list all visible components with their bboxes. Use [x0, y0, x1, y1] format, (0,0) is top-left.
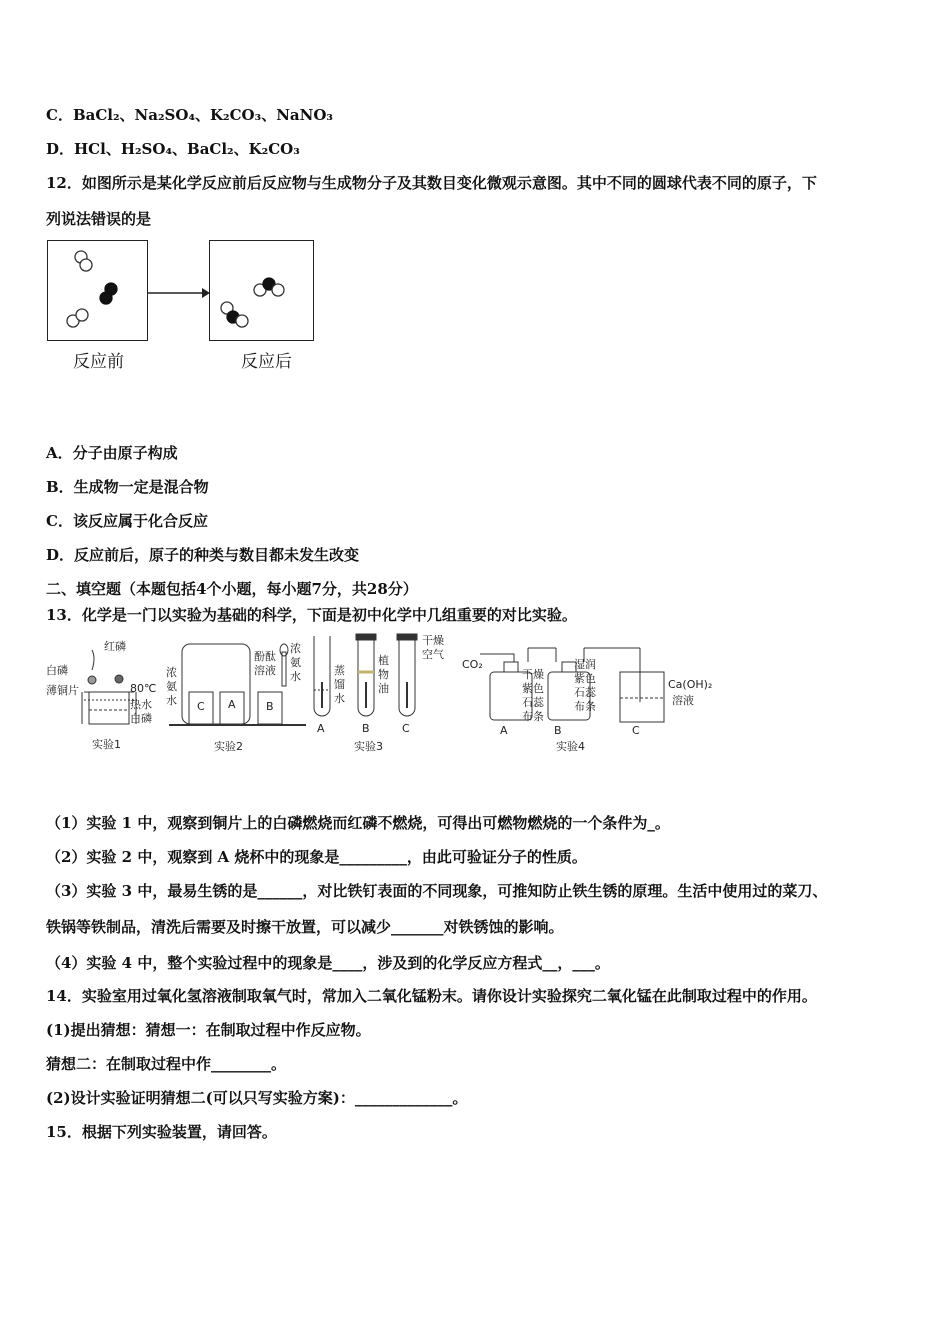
exp4-bottle-a: A — [500, 724, 508, 737]
q15-stem: 15．根据下列实验装置，请回答。 — [46, 1123, 277, 1141]
exp1-label: 白磷 — [130, 712, 152, 725]
q14-design: (2)设计实验证明猜想二(可以只写实验方案)：_____________。 — [46, 1089, 468, 1107]
exp3-label: 水 — [334, 692, 345, 705]
exp4-bottle-b: B — [554, 724, 562, 737]
atom-white — [76, 309, 88, 321]
exp3-apparatus — [314, 634, 417, 716]
exp4-label: CO₂ — [462, 658, 483, 671]
exp1-label: 薄铜片 — [46, 684, 79, 697]
exp2-label: 浓 — [166, 666, 177, 679]
section-2-title: 二、填空题（本题包括4个小题，每小题7分，共28分） — [46, 580, 418, 598]
exp4-label: Ca(OH)₂ — [668, 678, 713, 691]
q12-option-d: D．反应前后，原子的种类与数目都未发生改变 — [46, 546, 360, 564]
q12-option-a: A．分子由原子构成 — [46, 444, 178, 462]
exp4-label: 布条 — [574, 700, 596, 713]
reaction-before-diagram — [48, 241, 147, 340]
q13-sub3-line1: （3）实验 3 中，最易生锈的是______，对比铁钉表面的不同现象，可推知防止铁生锈的原理。生活中使用过的菜刀、 — [46, 882, 828, 900]
exp1-apparatus — [82, 650, 136, 724]
exp2-beaker-b: B — [266, 700, 274, 713]
experiment-figure — [44, 632, 724, 758]
exp3-tube-a: A — [317, 722, 325, 735]
q12-option-c: C．该反应属于化合反应 — [46, 512, 208, 530]
exp3-label: 空气 — [422, 648, 444, 661]
exp1-label: 80℃ — [130, 682, 157, 695]
exp3-label: 物 — [378, 668, 389, 681]
atom-white — [80, 259, 92, 271]
q13-sub2: （2）实验 2 中，观察到 A 烧杯中的现象是_________，由此可验证分子的性质。 — [46, 848, 587, 866]
atom-white — [236, 315, 248, 327]
exp2-apparatus — [169, 644, 306, 725]
exp4-apparatus — [480, 648, 664, 722]
exp4-beaker-c: C — [632, 724, 640, 737]
exp2-label: 氨 — [290, 656, 301, 669]
exp2-label: 溶液 — [254, 664, 276, 677]
exp3-label: 植 — [378, 654, 389, 667]
exp3-label: 馏 — [334, 678, 345, 691]
q12-option-b: B．生成物一定是混合物 — [46, 478, 209, 496]
q12-stem-line2: 列说法错误的是 — [46, 210, 152, 228]
exp2-label: 氨 — [166, 680, 177, 693]
exp4-caption: 实验4 — [556, 740, 585, 753]
exp4-label: 紫色 — [574, 672, 596, 685]
q13-sub3-line2: 铁锅等铁制品，清洗后需要及时擦干放置，可以减少_______对铁锈蚀的影响。 — [46, 918, 564, 936]
reaction-after-box — [209, 240, 314, 341]
exp3-label: 油 — [378, 682, 389, 695]
exp2-label: 浓 — [290, 642, 301, 655]
exp4-label: 紫色 — [522, 682, 544, 695]
atom-black — [100, 292, 112, 304]
exp1-label: 红磷 — [104, 640, 126, 653]
exp2-label: 水 — [290, 670, 301, 683]
reaction-after-diagram — [210, 241, 313, 340]
exp3-label: 干燥 — [422, 634, 444, 647]
atom-white — [272, 284, 284, 296]
q13-stem: 13．化学是一门以实验为基础的科学，下面是初中化学中几组重要的对比实验。 — [46, 606, 577, 624]
exp3-caption: 实验3 — [354, 740, 383, 753]
exp2-beaker-c: C — [197, 700, 205, 713]
exp2-label: 酚酞 — [254, 650, 276, 663]
exp3-label: 蒸 — [334, 664, 345, 677]
q13-sub1: （1）实验 1 中，观察到铜片上的白磷燃烧而红磷不燃烧，可得出可燃物燃烧的一个条件为_。 — [46, 814, 670, 832]
q13-sub4: （4）实验 4 中，整个实验过程中的现象是____，涉及到的化学反应方程式__，___。 — [46, 954, 610, 972]
exp4-label: 干燥 — [522, 668, 544, 681]
exp4-label: 溶液 — [672, 694, 694, 707]
exp2-caption: 实验2 — [214, 740, 243, 753]
exp1-caption: 实验1 — [92, 738, 121, 751]
exp2-beaker-a: A — [228, 698, 236, 711]
option-d-prev: D．HCl、H₂SO₄、BaCl₂、K₂CO₃ — [46, 140, 300, 158]
exp1-label: 热水 — [130, 698, 152, 711]
exp4-label: 石蕊 — [574, 686, 596, 699]
q14-stem: 14．实验室用过氧化氢溶液制取氧气时，常加入二氧化锰粉末。请你设计实验探究二氧化锰在此制取过程中的作用。 — [46, 987, 817, 1005]
exp4-label: 湿润 — [574, 658, 596, 671]
before-label: 反应前 — [73, 352, 124, 372]
q12-stem-line1: 12．如图所示是某化学反应前后反应物与生成物分子及其数目变化微观示意图。其中不同的圆球代表不同的原子，下 — [46, 174, 817, 192]
option-c-prev: C．BaCl₂、Na₂SO₄、K₂CO₃、NaNO₃ — [46, 106, 333, 124]
exp4-label: 布条 — [522, 710, 544, 723]
exp3-tube-c: C — [402, 722, 410, 735]
after-label: 反应后 — [241, 352, 292, 372]
exp1-label: 白磷 — [46, 664, 68, 677]
q14-guess2: 猜想二：在制取过程中作________。 — [46, 1055, 287, 1073]
exp4-label: 石蕊 — [522, 696, 544, 709]
q14-guess1: (1)提出猜想：猜想一：在制取过程中作反应物。 — [46, 1021, 371, 1039]
exp2-label: 水 — [166, 694, 177, 707]
reaction-before-box — [47, 240, 148, 341]
exp3-tube-b: B — [362, 722, 370, 735]
reaction-arrow-icon — [146, 285, 210, 301]
